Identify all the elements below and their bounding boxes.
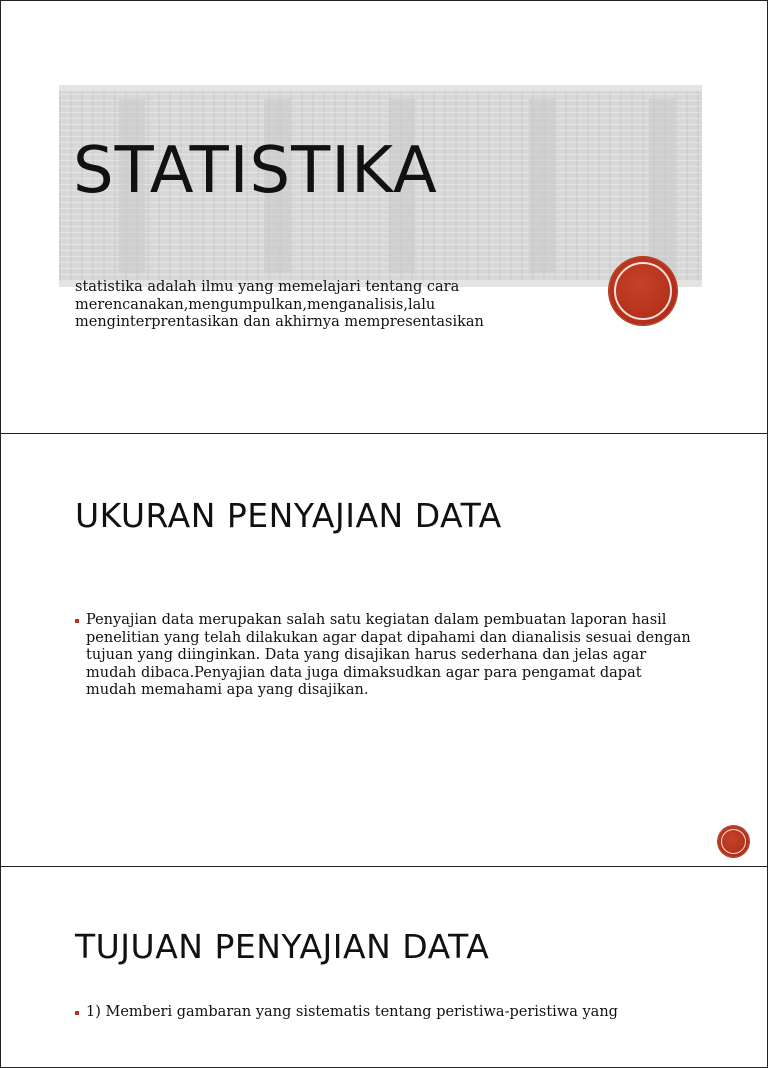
bullet-icon [75, 619, 79, 623]
definition-text: statistika adalah ilmu yang memelajari tentang cara merencanakan,mengumpulkan,menganalisis,lalu menginterprentasikan dan akhirnya mempresentasikan [75, 279, 484, 330]
bullet-list [75, 1004, 695, 1022]
decorative-circle-icon [718, 826, 749, 857]
decorative-circle-icon [609, 257, 677, 325]
bullet-text: Penyajian data merupakan salah satu kegiatan dalam pembuatan laporan hasil penelitian yang telah dilakukan agar dapat dipahami dan dianalisis sesuai dengan tujuan yang diinginkan. Data yang disajikan harus sederhana dan jelas agar mudah dibaca.Penyajian data juga dimaksudkan agar para pengamat dapat mudah memahami apa yang disajikan. [86, 612, 691, 698]
slide-heading: UKURAN PENYAJIAN DATA [75, 496, 502, 535]
bullet-text: 1) Memberi gambaran yang sistematis tentang peristiwa-peristiwa yang [86, 1004, 618, 1020]
bullet-list [75, 612, 695, 700]
slide-3 [0, 866, 768, 1068]
slide-1 [0, 0, 768, 434]
slide-title: STATISTIKA [73, 134, 438, 208]
list-item [75, 1004, 695, 1022]
list-item [75, 612, 695, 700]
bullet-icon [75, 1011, 79, 1015]
slide-heading: TUJUAN PENYAJIAN DATA [75, 927, 490, 966]
slide-2 [0, 433, 768, 867]
